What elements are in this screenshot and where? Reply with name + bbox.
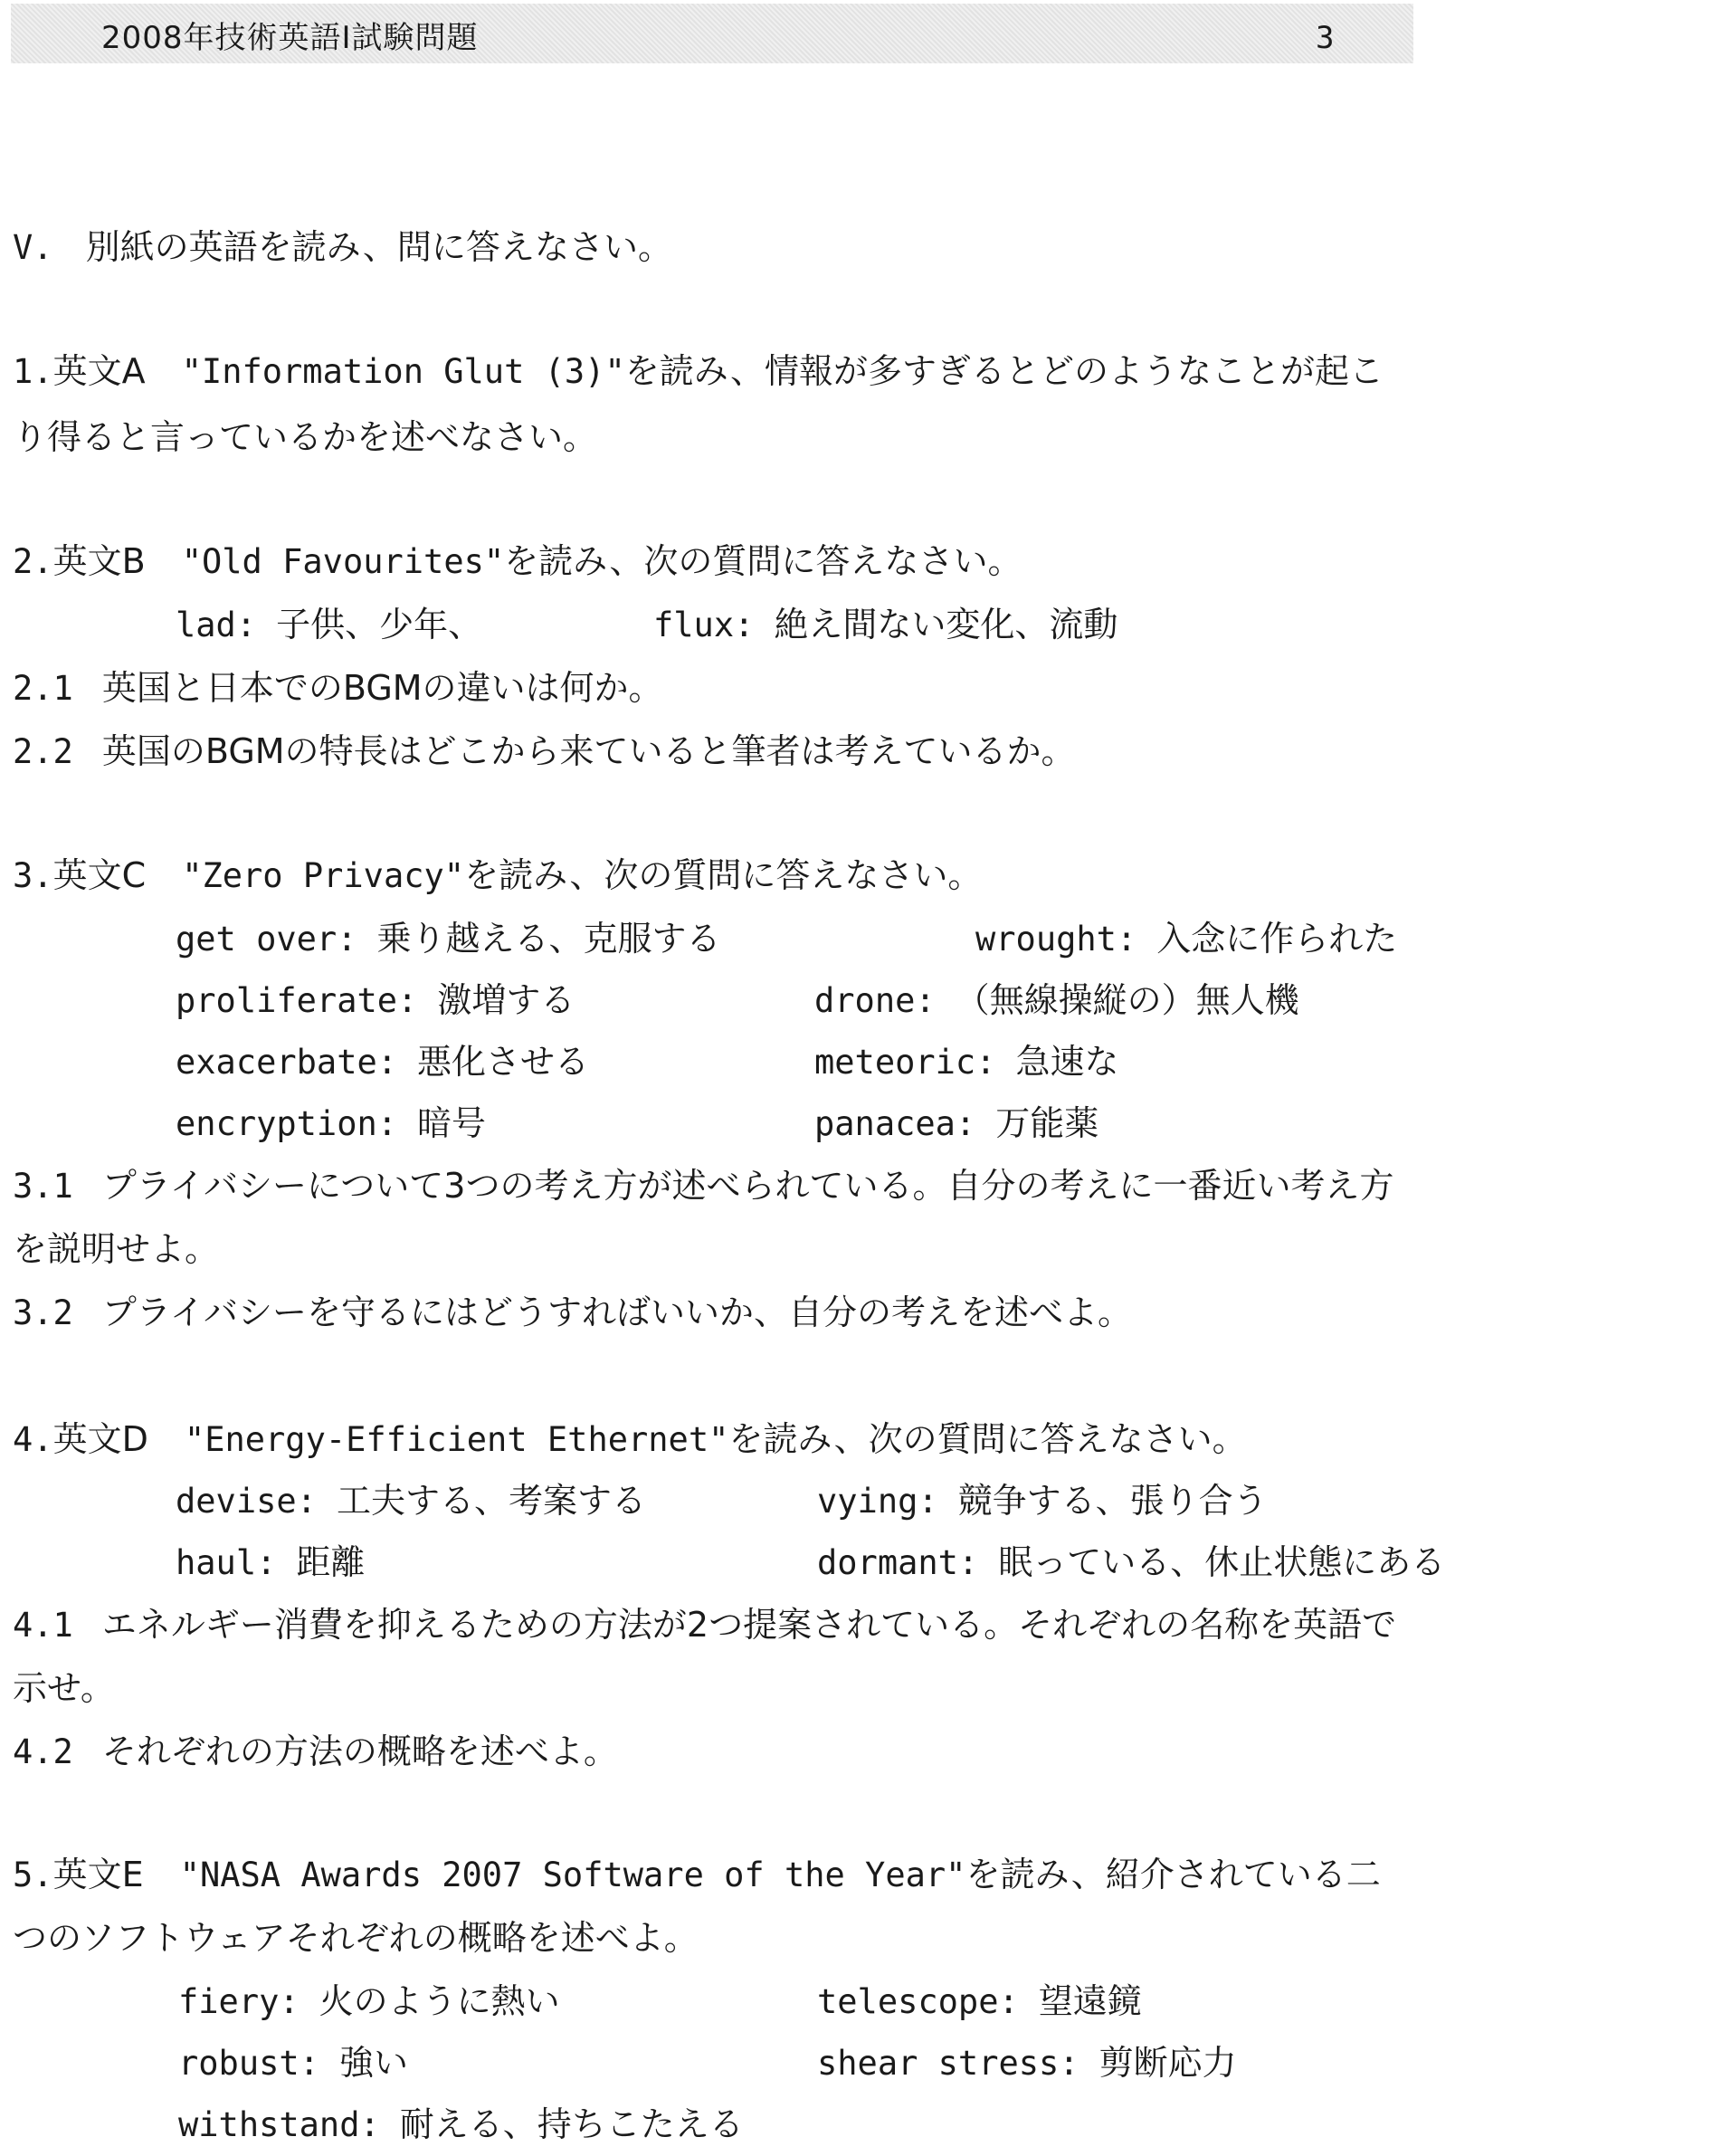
sub-question-2-2 [13,729,1076,775]
vocab-meaning: 悪化させる [417,1042,590,1082]
vocab-term: telescope: [817,1982,1019,2021]
sub-question-number: 3.1 [13,1167,73,1206]
question-text: を読み、次の質問に答えなさい。 [504,541,1022,581]
vocab-term: drone: [814,981,936,1020]
vocab-meaning: 子供、少年、 [276,605,483,644]
vocab-item [814,978,1299,1024]
vocab-item [176,602,482,648]
question-number: 5. [13,1855,53,1894]
vocab-term: panacea: [814,1104,976,1143]
question-text: を読み、次の質問に答えなさい。 [464,855,983,895]
vocab-term: haul: [176,1543,277,1582]
section-heading [13,224,672,271]
vocab-meaning: 距離 [296,1542,366,1582]
passage-label: 英文A [52,351,146,391]
sub-question-2-1 [13,665,663,711]
passage-label: 英文B [52,541,146,581]
sub-question-text: 英国と日本でのBGMの違いは何か。 [101,668,663,708]
exam-title: 2008年技術英語Ⅰ試験問題 [101,20,479,56]
vocab-term: get over: [176,920,357,959]
question-text: を読み、次の質問に答えなさい。 [728,1419,1247,1459]
passage-title: "NASA Awards 2007 Software of the Year" [179,1855,966,1894]
vocab-meaning: 火のように熱い [319,1981,560,2021]
vocab-meaning: 乗り越える、克服する [376,919,721,959]
vocab-term: devise: [176,1482,317,1521]
vocab-item [178,2102,744,2148]
vocab-item [814,1101,1099,1147]
question-2 [13,539,1022,585]
vocab-item [817,1478,1268,1524]
vocab-term: vying: [817,1482,938,1521]
vocab-term: meteoric: [814,1043,996,1082]
question-number: 3. [13,856,53,895]
vocab-item [176,1540,365,1586]
vocab-meaning: 工夫する、考案する [336,1481,646,1521]
passage-title: "Information Glut (3)" [181,352,625,391]
vocab-meaning: 耐える、持ちこたえる [399,2104,744,2144]
question-1-continued [13,415,597,460]
vocab-item [176,978,575,1024]
passage-title: "Zero Privacy" [182,856,465,895]
vocab-meaning: （無線操縦の）無人機 [955,980,1299,1020]
question-number: 2. [13,542,53,581]
vocab-item [176,1101,486,1147]
passage-title: "Energy-Efficient Ethernet" [184,1420,729,1459]
question-5 [13,1852,1381,1898]
vocab-meaning: 急速な [1015,1042,1119,1082]
vocab-meaning: 競争する、張り合う [957,1481,1268,1521]
sub-question-3-2 [13,1290,1132,1336]
question-text: り得ると言っているかを述べなさい。 [13,417,598,457]
vocab-term: lad: [176,606,257,644]
sub-question-number: 4.1 [13,1606,73,1645]
question-text: を読み、紹介されている二 [965,1855,1381,1894]
vocab-term: flux: [653,606,755,644]
sub-question-text: プライバシーを守るにはどうすればいいか、自分の考えを述べよ。 [101,1293,1133,1332]
vocab-item [817,1540,1445,1586]
question-number: 1. [13,352,53,391]
vocab-item [178,1979,560,2025]
vocab-item [814,1039,1119,1085]
vocab-term: robust: [178,2044,319,2083]
question-1 [13,348,1384,395]
vocab-term: encryption: [176,1104,398,1143]
sub-question-4-1 [13,1602,1396,1648]
vocab-meaning: 万能薬 [995,1103,1099,1143]
vocab-meaning: 入念に作られた [1156,919,1398,959]
passage-label: 英文E [52,1855,144,1894]
vocab-term: dormant: [817,1543,979,1582]
vocab-item [176,1039,589,1085]
question-5-continued [13,1915,699,1960]
vocab-term: proliferate: [176,981,418,1020]
vocab-term: exacerbate: [176,1043,398,1082]
sub-question-number: 2.2 [13,732,73,771]
sub-question-number: 3.2 [13,1293,73,1332]
vocab-term: wrought: [975,920,1137,959]
sub-question-4-1-continued [13,1665,115,1711]
vocab-term: fiery: [178,1982,300,2021]
question-4 [13,1417,1247,1463]
vocab-item [817,1979,1142,2025]
sub-question-3-1-continued [13,1226,219,1272]
section-number: V. [13,228,53,267]
sub-question-text: 示せ。 [13,1668,115,1708]
sub-question-text: 英国のBGMの特長はどこから来ていると筆者は考えているか。 [101,731,1076,771]
vocab-item [817,2040,1237,2086]
vocab-meaning: 強い [338,2043,408,2083]
page-number: 3 [1316,20,1335,56]
vocab-item [176,1478,646,1524]
passage-label: 英文C [52,855,147,895]
vocab-item [178,2040,408,2086]
sub-question-3-1 [13,1163,1393,1209]
passage-label: 英文D [52,1419,148,1459]
vocab-item [975,916,1397,962]
section-instruction: 別紙の英語を読み、問に答えなさい。 [85,227,672,267]
sub-question-text: エネルギー消費を抑えるための方法が2つ提案されている。それぞれの名称を英語で [101,1605,1397,1645]
vocab-item [653,602,1118,648]
sub-question-number: 2.1 [13,669,73,708]
vocab-meaning: 暗号 [417,1103,487,1143]
sub-question-4-2 [13,1729,618,1775]
question-number: 4. [13,1420,53,1459]
question-text: を読み、情報が多すぎるとどのようなことが起こ [624,351,1384,391]
vocab-meaning: 激増する [437,980,575,1020]
vocab-meaning: 望遠鏡 [1038,1981,1142,2021]
sub-question-text: プライバシーについて3つの考え方が述べられている。自分の考えに一番近い考え方 [101,1166,1394,1206]
sub-question-text: それぞれの方法の概略を述べよ。 [101,1731,618,1771]
sub-question-number: 4.2 [13,1732,73,1771]
vocab-meaning: 剪断応力 [1099,2043,1237,2083]
sub-question-text: を説明せよ。 [13,1229,220,1269]
vocab-meaning: 絶え間ない変化、流動 [774,605,1118,644]
question-3 [13,853,982,899]
vocab-item [176,916,721,962]
page-header [11,4,1413,63]
vocab-term: withstand: [178,2105,380,2144]
vocab-term: shear stress: [817,2044,1079,2083]
question-text: つのソフトウェアそれぞれの概略を述べよ。 [13,1918,699,1958]
vocab-meaning: 眠っている、休止状態にある [998,1542,1446,1582]
passage-title: "Old Favourites" [181,542,505,581]
